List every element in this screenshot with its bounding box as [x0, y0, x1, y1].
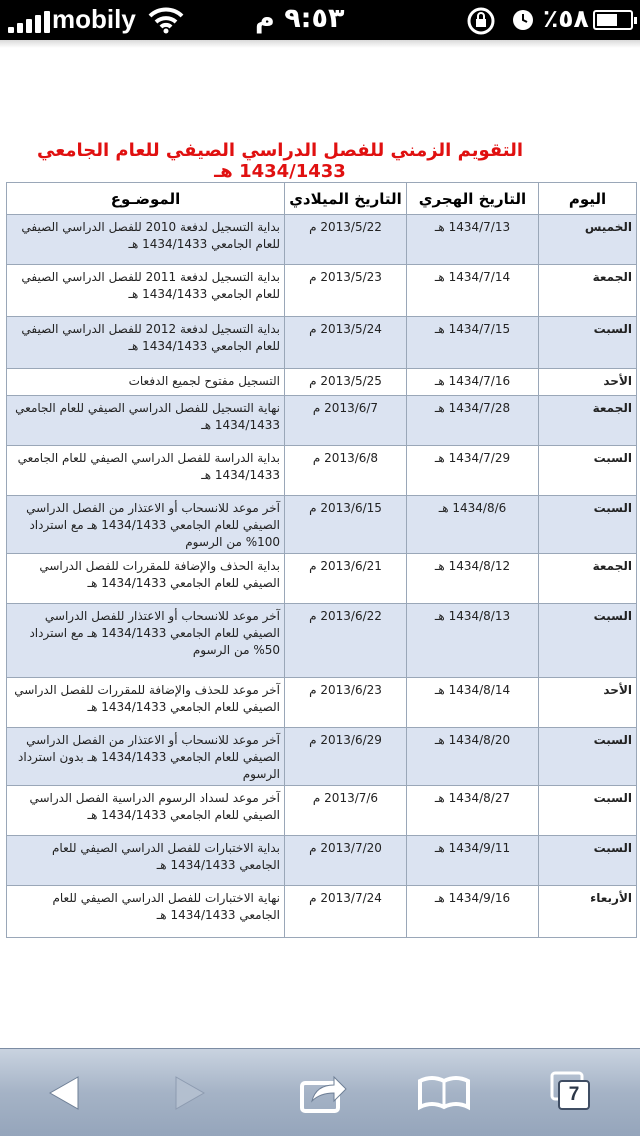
cell-gregorian: 2013/6/23 م — [285, 678, 407, 728]
cell-day: الأحد — [539, 678, 637, 728]
cell-day: الأحد — [539, 369, 637, 396]
share-icon — [298, 1071, 350, 1115]
table-row — [7, 886, 637, 938]
cell-hijri: 1434/8/12 هـ — [407, 554, 539, 604]
header-hijri-date: التاريخ الهجري — [407, 183, 539, 215]
cell-day: السبت — [539, 604, 637, 678]
cell-topic: آخر موعد للانسحاب أو الاعتذار للفصل الدراسي الصيفي للعام الجامعي 1434/1433 هـ مع استرداد 50% من الرسوم — [7, 604, 285, 678]
document-title: التقويم الزمني للفصل الدراسي الصيفي للعام الجامعي 1434/1433 هـ — [36, 140, 524, 182]
cell-topic: آخر موعد لسداد الرسوم الدراسية الفصل الدراسي الصيفي للعام الجامعي 1434/1433 هـ — [7, 786, 285, 836]
cell-gregorian: 2013/5/23 م — [285, 265, 407, 317]
share-button[interactable] — [294, 1069, 354, 1117]
cell-topic: نهاية الاختبارات للفصل الدراسي الصيفي للعام الجامعي 1434/1433 هـ — [7, 886, 285, 938]
table-row — [7, 396, 637, 446]
cell-day: الخميس — [539, 215, 637, 265]
cell-gregorian: 2013/6/8 م — [285, 446, 407, 496]
cell-hijri: 1434/8/6 هـ — [407, 496, 539, 554]
table-row — [7, 786, 637, 836]
cell-hijri: 1434/7/29 هـ — [407, 446, 539, 496]
cell-gregorian: 2013/6/15 م — [285, 496, 407, 554]
table-row — [7, 678, 637, 728]
table-row — [7, 317, 637, 369]
forward-icon — [170, 1073, 210, 1113]
cell-topic: نهاية التسجيل للفصل الدراسي الصيفي للعام الجامعي 1434/1433 هـ — [7, 396, 285, 446]
table-row — [7, 446, 637, 496]
schedule-table — [6, 182, 637, 938]
alarm-icon — [511, 8, 535, 36]
cell-hijri: 1434/8/14 هـ — [407, 678, 539, 728]
cell-topic: بداية التسجيل لدفعة 2011 للفصل الدراسي الصيفي للعام الجامعي 1434/1433 هـ — [7, 265, 285, 317]
cell-day: السبت — [539, 728, 637, 786]
cell-day: الأربعاء — [539, 886, 637, 938]
cell-topic: آخر موعد للانسحاب أو الاعتذار من الفصل الدراسي الصيفي للعام الجامعي 1434/1433 هـ بدون استرداد الرسوم — [7, 728, 285, 786]
back-icon — [44, 1073, 84, 1113]
cell-day: الجمعة — [539, 396, 637, 446]
cell-day: السبت — [539, 836, 637, 886]
cell-gregorian: 2013/6/7 م — [285, 396, 407, 446]
cell-topic: بداية الدراسة للفصل الدراسي الصيفي للعام الجامعي 1434/1433 هـ — [7, 446, 285, 496]
table-row — [7, 496, 637, 554]
cell-gregorian: 2013/7/20 م — [285, 836, 407, 886]
document-edge — [0, 40, 640, 48]
bookmarks-button[interactable] — [414, 1069, 474, 1117]
rotation-lock-icon — [466, 6, 496, 40]
battery-percentage: ٪٥٨ — [543, 4, 589, 33]
battery-icon — [593, 10, 633, 30]
cell-topic: بداية الاختبارات للفصل الدراسي الصيفي للعام الجامعي 1434/1433 هـ — [7, 836, 285, 886]
cell-hijri: 1434/7/28 هـ — [407, 396, 539, 446]
cell-hijri: 1434/9/11 هـ — [407, 836, 539, 886]
cell-day: الجمعة — [539, 265, 637, 317]
cell-hijri: 1434/7/13 هـ — [407, 215, 539, 265]
cell-gregorian: 2013/6/29 م — [285, 728, 407, 786]
table-row — [7, 369, 637, 396]
status-bar — [0, 0, 640, 40]
cell-day: السبت — [539, 496, 637, 554]
header-day: اليوم — [539, 183, 637, 215]
cell-gregorian: 2013/5/25 م — [285, 369, 407, 396]
cell-day: الجمعة — [539, 554, 637, 604]
table-row — [7, 604, 637, 678]
table-row — [7, 728, 637, 786]
cell-hijri: 1434/8/20 هـ — [407, 728, 539, 786]
cell-gregorian: 2013/6/22 م — [285, 604, 407, 678]
cell-hijri: 1434/8/27 هـ — [407, 786, 539, 836]
cell-hijri: 1434/7/15 هـ — [407, 317, 539, 369]
back-button[interactable] — [34, 1069, 94, 1117]
browser-toolbar — [0, 1048, 640, 1136]
cell-day: السبت — [539, 786, 637, 836]
header-topic: الموضـوع — [7, 183, 285, 215]
cell-topic: التسجيل مفتوح لجميع الدفعات — [7, 369, 285, 396]
cell-hijri: 1434/9/16 هـ — [407, 886, 539, 938]
tabs-count-badge[interactable]: 7 — [558, 1080, 590, 1110]
cell-topic: آخر موعد للحذف والإضافة للمقررات للفصل الدراسي الصيفي للعام الجامعي 1434/1433 هـ — [7, 678, 285, 728]
cell-gregorian: 2013/7/6 م — [285, 786, 407, 836]
forward-button[interactable] — [160, 1069, 220, 1117]
cell-day: السبت — [539, 317, 637, 369]
cell-day: السبت — [539, 446, 637, 496]
table-header-row — [7, 183, 637, 215]
cell-gregorian: 2013/5/24 م — [285, 317, 407, 369]
cell-topic: آخر موعد للانسحاب أو الاعتذار من الفصل الدراسي الصيفي للعام الجامعي 1434/1433 هـ مع استرداد 100% من الرسوم — [7, 496, 285, 554]
cell-topic: بداية التسجيل لدفعة 2010 للفصل الدراسي الصيفي للعام الجامعي 1434/1433 هـ — [7, 215, 285, 265]
signal-icon — [8, 11, 50, 33]
wifi-icon — [148, 6, 184, 38]
bookmarks-icon — [416, 1073, 472, 1113]
status-time: ٩:٥٣ م — [255, 3, 345, 34]
table-row — [7, 215, 637, 265]
cell-topic: بداية التسجيل لدفعة 2012 للفصل الدراسي الصيفي للعام الجامعي 1434/1433 هـ — [7, 317, 285, 369]
cell-gregorian: 2013/7/24 م — [285, 886, 407, 938]
cell-gregorian: 2013/6/21 م — [285, 554, 407, 604]
cell-hijri: 1434/7/16 هـ — [407, 369, 539, 396]
table-row — [7, 554, 637, 604]
cell-hijri: 1434/7/14 هـ — [407, 265, 539, 317]
carrier-name: mobily — [52, 4, 136, 34]
cell-gregorian: 2013/5/22 م — [285, 215, 407, 265]
table-row — [7, 265, 637, 317]
table-row — [7, 836, 637, 886]
cell-hijri: 1434/8/13 هـ — [407, 604, 539, 678]
cell-topic: بداية الحذف والإضافة للمقررات للفصل الدراسي الصيفي للعام الجامعي 1434/1433 هـ — [7, 554, 285, 604]
header-gregorian-date: التاريخ الميلادي — [285, 183, 407, 215]
